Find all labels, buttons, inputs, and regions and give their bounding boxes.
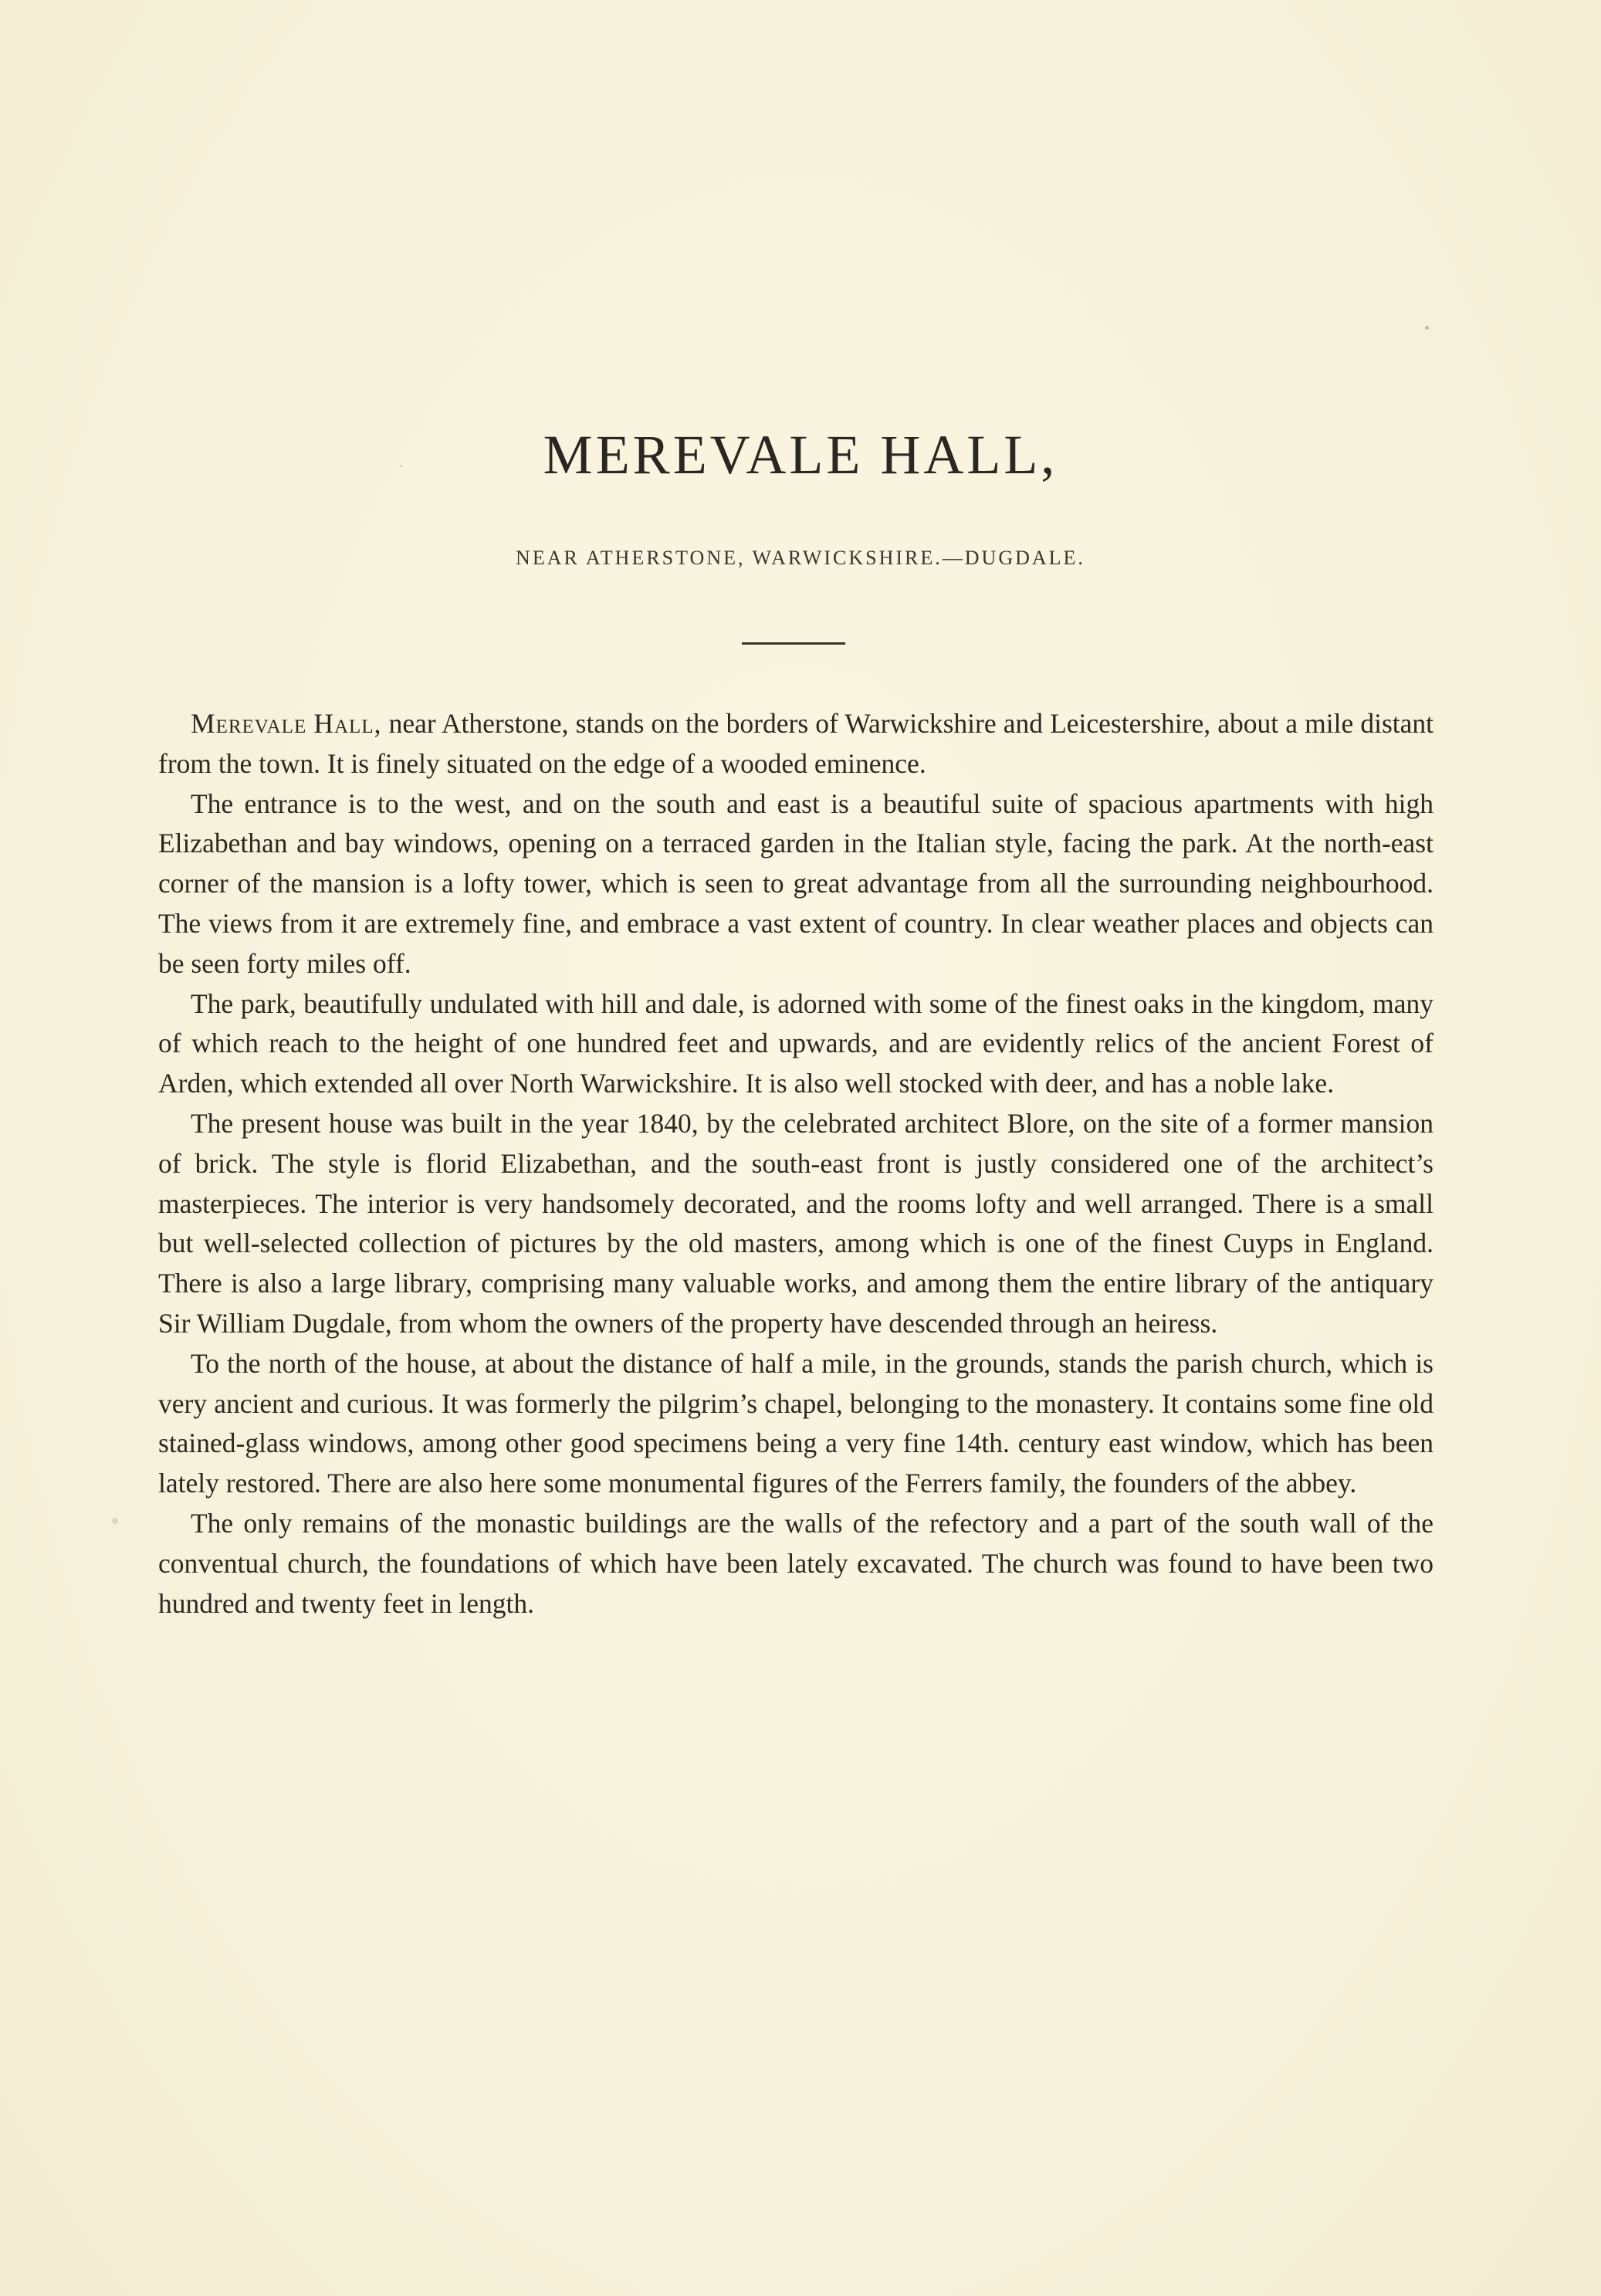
paragraph xyxy=(158,704,1433,784)
paragraph: The only remains of the monastic buildings are the walls of the refectory and a part of the south wall of the conventual church, the foundations of which have been lately excavated. The church was found to have been two hundred and twenty feet in length. xyxy=(158,1507,1433,1619)
paragraph-text: near Atherstone, stands on the borders of Warwickshire and Leicestershire, about a mile distant from the town. It is finely situated on the edge of a wooded eminence. xyxy=(158,708,1433,779)
subtitle: NEAR ATHERSTONE, WARWICKSHIRE.—DUGDALE. xyxy=(516,547,1085,569)
paragraph: The entrance is to the west, and on the south and east is a beautiful suite of spacious apartments with high Elizabethan and bay windows, opening on a terraced garden in the Italian style, facing the park. At the north-east corner of the mansion is a lofty tower, which is seen to great advantage from all the surrounding neighbourhood. The views from it are extremely fine, and embrace a vast extent of country. In clear weather places and objects can be seen forty miles off. xyxy=(158,787,1433,979)
paragraph: To the north of the house, at about the distance of half a mile, in the grounds, stands the parish church, which is very ancient and curious. It was formerly the pilgrim’s chapel, belonging to the monastery. It contains some fine old stained-glass windows, among other good specimens being a very fine 14th. century east window, which has been lately restored. There are also here some monumental figures of the Ferrers family, the founders of the abbey. xyxy=(158,1347,1433,1499)
paper-speck xyxy=(112,1518,118,1524)
paper-speck xyxy=(1425,326,1429,330)
lead-word-hall: Hall, xyxy=(313,708,382,739)
body-text xyxy=(158,704,1433,1624)
title-divider xyxy=(742,642,845,645)
paper-speck xyxy=(400,465,402,467)
paragraph: The present house was built in the year 1840, by the celebrated architect Blore, on the site of a former mansion of brick. The style is florid Elizabethan, and the south-east front is justly considered one of the architect’s masterpieces. The interior is very handsomely decorated, and the rooms lofty and well arranged. There is a small but well-selected collection of pictures by the old masters, among which is one of the finest Cuyps in England. There is also a large library, comprising many valuable works, and among them the entire library of the antiquary Sir William Dugdale, from whom the owners of the property have descended through an heiress. xyxy=(158,1107,1433,1339)
page-title: MEREVALE HALL, xyxy=(543,424,1058,486)
paragraph: The park, beautifully undulated with hill and dale, is adorned with some of the finest oaks in the kingdom, many of which reach to the height of one hundred feet and upwards, and are evidently relics of the ancient Forest of Arden, which extended all over North Warwickshire. It is also well stocked with deer, and has a noble lake. xyxy=(158,987,1433,1099)
lead-word-merevale: Merevale xyxy=(191,708,307,739)
